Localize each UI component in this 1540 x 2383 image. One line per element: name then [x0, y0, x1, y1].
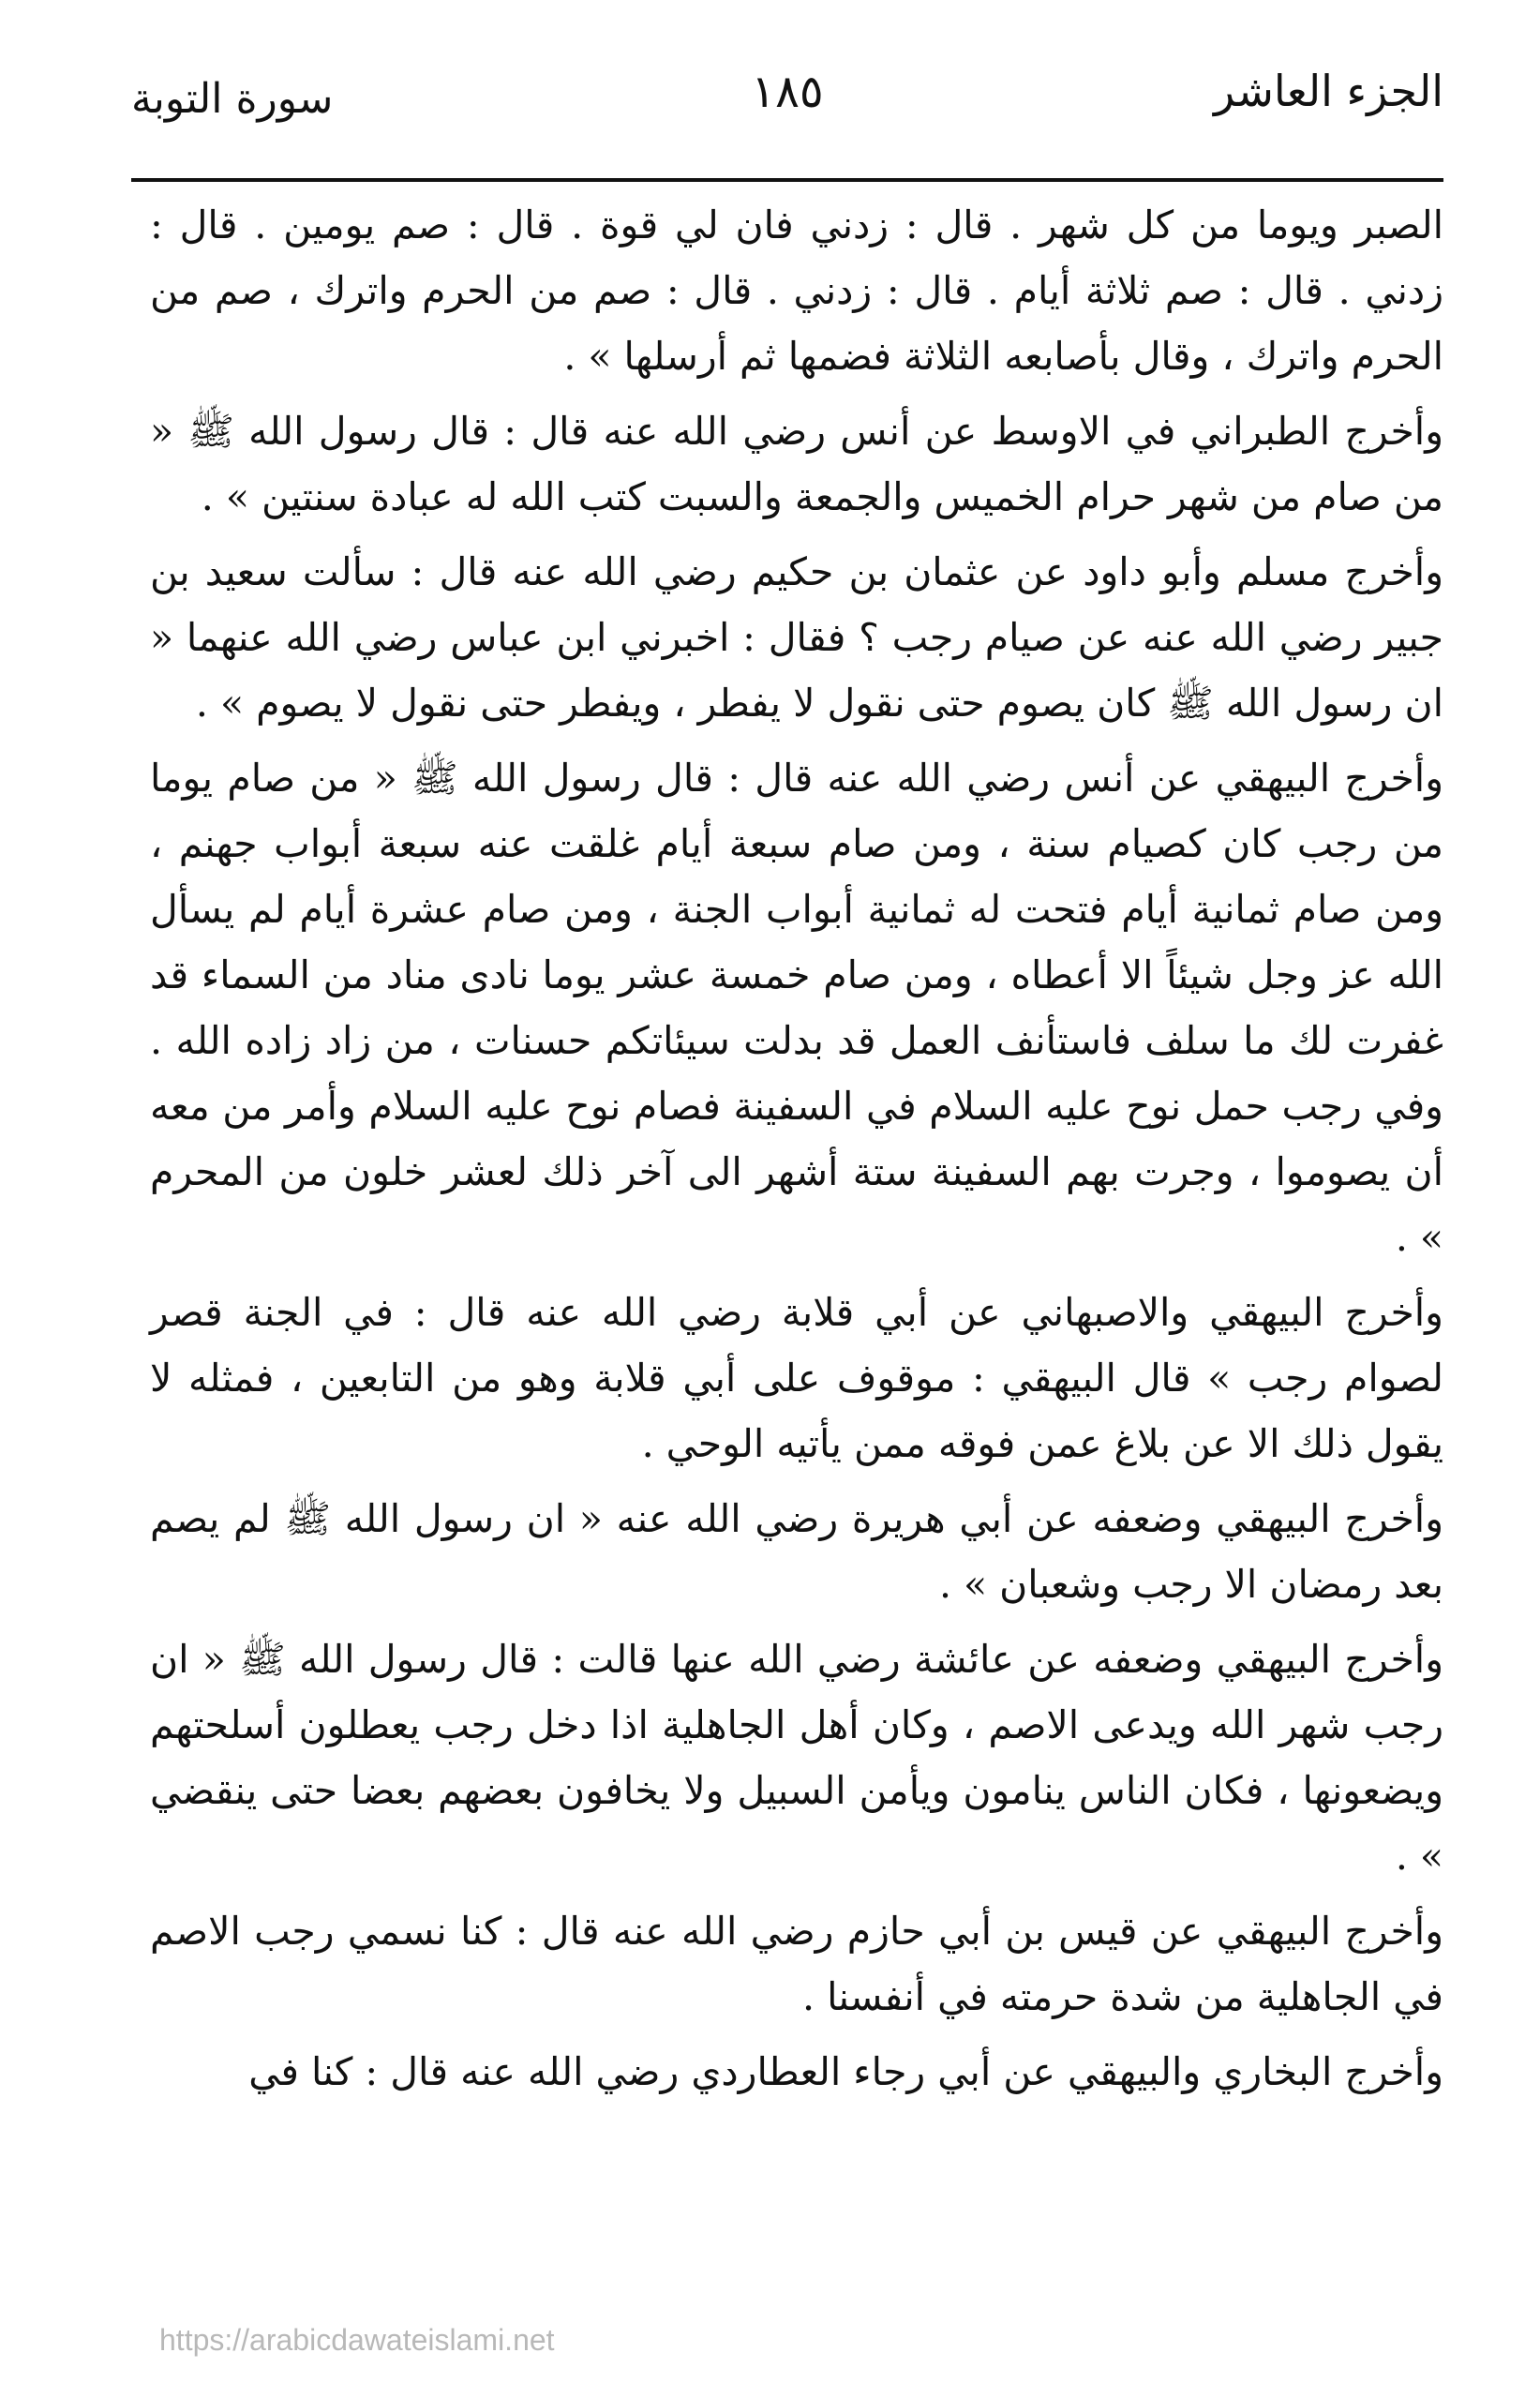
paragraph-1: الصبر ويوما من كل شهر . قال : زدني فان لي قوة . قال : صم يومين . قال : زدني . قال : صم ثلاثة أيام . قال : زدني . قال : صم من الحرم واترك ، صم من الحرم واترك ، وقال بأصابعه الثلاثة فضمها ثم أرسلها » . — [150, 202, 1443, 379]
page-header — [131, 56, 1443, 159]
page-number: ١٨٥ — [751, 66, 824, 118]
header-rule — [131, 178, 1443, 182]
paragraph-5: وأخرج البيهقي والاصبهاني عن أبي قلابة رضي الله عنه قال : في الجنة قصر لصوام رجب » قال البيهقي : موقوف على أبي قلابة وهو من التابعين ، فمثله لا يقول ذلك الا عن بلاغ عمن فوقه ممن يأتيه الوحي . — [150, 1290, 1443, 1466]
paragraph-2: وأخرج الطبراني في الاوسط عن أنس رضي الله عنه قال : قال رسول الله ﷺ « من صام من شهر حرام الخميس والجمعة والسبت كتب الله له عبادة سنتين » . — [150, 409, 1443, 519]
paragraph-6: وأخرج البيهقي وضعفه عن أبي هريرة رضي الله عنه « ان رسول الله ﷺ لم يصم بعد رمضان الا رجب وشعبان » . — [150, 1496, 1443, 1607]
juz-title: الجزء العاشر — [1213, 66, 1443, 116]
paragraph-3: وأخرج مسلم وأبو داود عن عثمان بن حكيم رضي الله عنه قال : سألت سعيد بن جبير رضي الله عنه عن صيام رجب ؟ فقال : اخبرني ابن عباس رضي الله عنهما « ان رسول الله ﷺ كان يصوم حتى نقول لا يفطر ، ويفطر حتى نقول لا يصوم » . — [150, 549, 1443, 726]
page-body — [150, 192, 1443, 2114]
surah-title: سورة التوبة — [131, 75, 334, 123]
watermark-url: https://arabicdawateislami.net — [159, 2323, 555, 2357]
paragraph-4: وأخرج البيهقي عن أنس رضي الله عنه قال : قال رسول الله ﷺ « من صام يوما من رجب كان كصيام سنة ، ومن صام سبعة أيام غلقت عنه سبعة أبواب جهنم ، ومن صام ثمانية أيام فتحت له ثمانية أبواب الجنة ، ومن صام عشرة أيام لم يسأل الله عز وجل شيئاً الا أعطاه ، ومن صام خمسة عشر يوما نادى مناد من السماء قد غفرت لك ما سلف فاستأنف العمل قد بدلت سيئاتكم حسنات ، من زاد زاده الله . وفي رجب حمل نوح عليه السلام في السفينة فصام نوح عليه السلام وأمر من معه أن يصوموا ، وجرت بهم السفينة ستة أشهر الى آخر ذلك لعشر خلون من المحرم » . — [150, 756, 1443, 1260]
paragraph-7: وأخرج البيهقي وضعفه عن عائشة رضي الله عنها قالت : قال رسول الله ﷺ « ان رجب شهر الله ويدعى الاصم ، وكان أهل الجاهلية اذا دخل رجب يعطلون أسلحتهم ويضعونها ، فكان الناس ينامون ويأمن السبيل ولا يخافون بعضهم بعضا حتى ينقضي » . — [150, 1637, 1443, 1879]
paragraph-8: وأخرج البيهقي عن قيس بن أبي حازم رضي الله عنه قال : كنا نسمي رجب الاصم في الجاهلية من شدة حرمته في أنفسنا . — [150, 1909, 1443, 2019]
paragraph-9: وأخرج البخاري والبيهقي عن أبي رجاء العطاردي رضي الله عنه قال : كنا في — [248, 2049, 1443, 2094]
